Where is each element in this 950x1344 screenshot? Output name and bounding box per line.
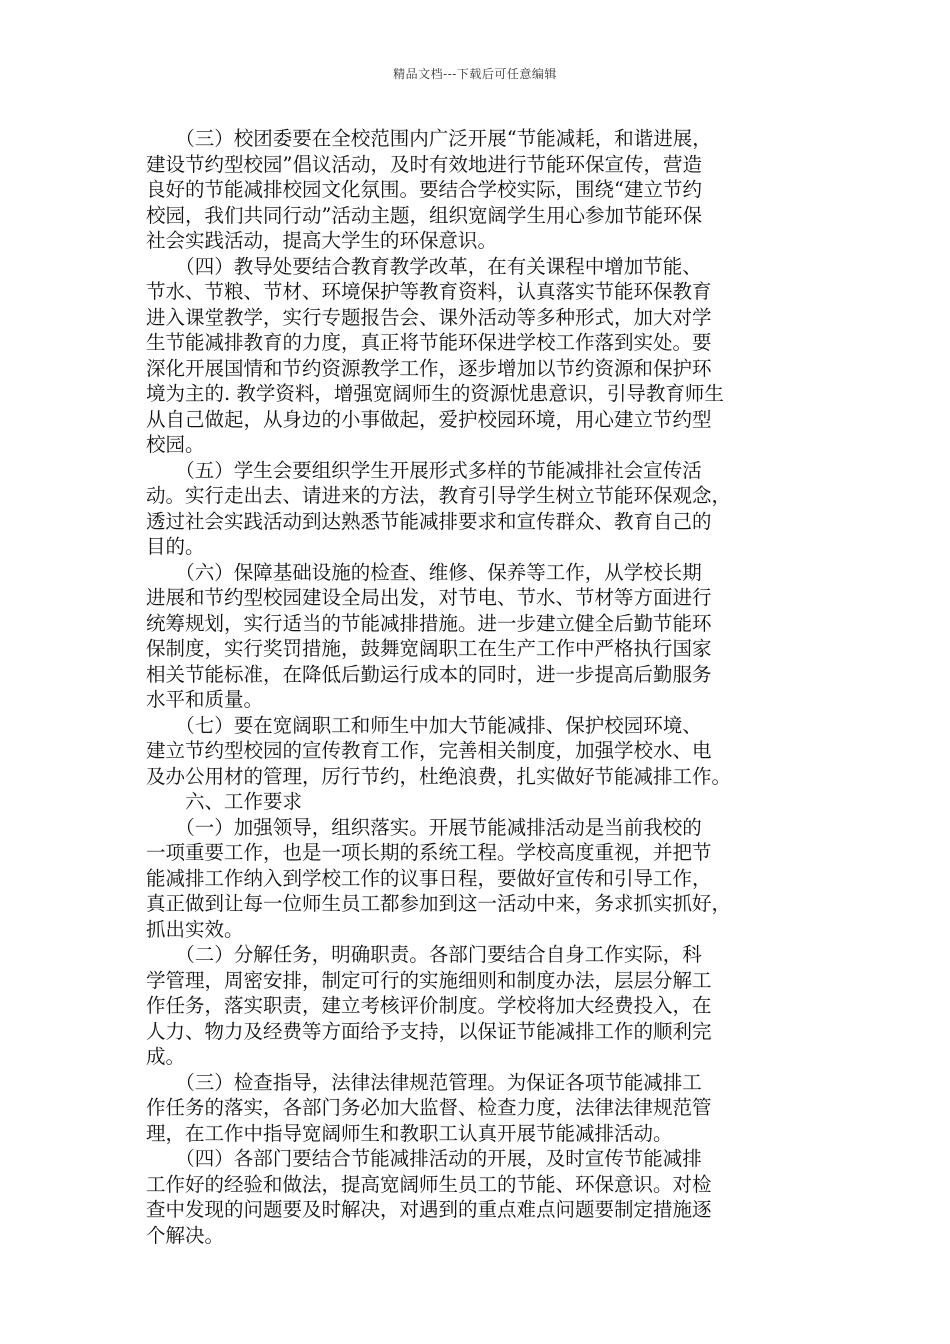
text-line: 深化开展国情和节约资源教学工作，逐步增加以节约资源和保护环 xyxy=(146,356,712,380)
text-line: （二）分解任务，明确职责。各部门要结合自身工作实际，科 xyxy=(146,943,702,966)
text-line: 进展和节约型校园建设全局出发，对节电、节水、节材等方面进行 xyxy=(146,586,712,609)
text-line: 良好的节能减排校园文化氛围。要结合学校实际，围绕“建立节约 xyxy=(146,178,702,201)
text-line: （三）检查指导，法律法律规范管理。为保证各项节能减排工 xyxy=(146,1070,702,1094)
text-line: 社会实践活动，提高大学生的环保意识。 xyxy=(146,229,498,252)
text-line: 能减排工作纳入到学校工作的议事日程，要做好宣传和引导工作， xyxy=(146,866,712,890)
text-line: 从自己做起，从身边的小事做起，爱护校园环境，用心建立节约型 xyxy=(146,407,712,431)
text-line: （六）保障基础设施的检查、维修、保养等工作，从学校长期 xyxy=(146,560,702,584)
text-line: 作任务，落实职责，建立考核评价制度。学校将加大经费投入，在 xyxy=(146,994,712,1017)
text-line: 人力、物力及经费等方面给予支持，以保证节能减排工作的顺利完 xyxy=(146,1019,712,1043)
text-line: （三）校团委要在全校范围内广泛开展“节能减耗，和谐进展， xyxy=(146,127,712,150)
text-line: （四）教导处要结合教育教学改革，在有关课程中增加节能、 xyxy=(146,254,702,278)
text-line: 目的。 xyxy=(146,535,205,558)
text-line: （七）要在宽阔职工和师生中加大节能减排、保护校园环境、 xyxy=(146,713,702,737)
document-body xyxy=(146,126,809,1248)
text-line: 作任务的落实，各部门务必加大监督、检查力度，法律法律规范管 xyxy=(146,1096,712,1119)
text-line: 透过社会实践活动到达熟悉节能减排要求和宣传群众、教育自己的 xyxy=(146,509,712,533)
page-header: 精品文档---下载后可任意编辑 xyxy=(393,67,557,81)
text-line: 保制度，实行奖罚措施，鼓舞宽阔职工在生产工作中严格执行国家 xyxy=(146,637,712,660)
text-line: 学管理，周密安排，制定可行的实施细则和制度办法，层层分解工 xyxy=(146,968,712,992)
text-line: 动。实行走出去、请进来的方法，教育引导学生树立节能环保观念， xyxy=(146,484,732,507)
text-line: 统筹规划，实行适当的节能减排措施。进一步建立健全后勤节能环 xyxy=(146,611,712,635)
text-line: 建设节约型校园”倡议活动，及时有效地进行节能环保宣传，营造 xyxy=(146,152,702,176)
text-line: 真正做到让每一位师生员工都参加到这一活动中来，务求抓实抓好， xyxy=(146,892,732,915)
text-line: 工作好的经验和做法，提高宽阔师生员工的节能、环保意识。对检 xyxy=(146,1172,712,1196)
text-line: 校园，我们共同行动”活动主题，组织宽阔学生用心参加节能环保 xyxy=(146,203,702,227)
text-line: 水平和质量。 xyxy=(146,688,264,711)
text-line: 进入课堂教学，实行专题报告会、课外活动等多种形式，加大对学 xyxy=(146,305,712,329)
text-line: 抓出实效。 xyxy=(146,917,244,941)
text-line: 相关节能标准，在降低后勤运行成本的同时，进一步提高后勤服务 xyxy=(146,662,712,686)
text-line: 节水、节粮、节材、环境保护等教育资料，认真落实节能环保教育 xyxy=(146,280,712,303)
text-line: 理，在工作中指导宽阔师生和教职工认真开展节能减排活动。 xyxy=(146,1121,673,1145)
text-line: 六、工作要求 xyxy=(146,790,303,813)
text-line: 一项重要工作，也是一项长期的系统工程。学校高度重视，并把节 xyxy=(146,841,712,864)
text-line: 及办公用材的管理，厉行节约，杜绝浪费，扎实做好节能减排工作。 xyxy=(146,764,732,788)
text-line: 校园。 xyxy=(146,433,205,456)
text-line: （一）加强领导，组织落实。开展节能减排活动是当前我校的 xyxy=(146,815,702,839)
text-line: 建立节约型校园的宣传教育工作，完善相关制度，加强学校水、电 xyxy=(146,739,712,762)
text-line: 成。 xyxy=(146,1045,186,1068)
text-line: 境为主的. 教学资料，增强宽阔师生的资源忧患意识，引导教育师生 xyxy=(146,382,724,405)
text-line: 个解决。 xyxy=(146,1223,225,1247)
text-line: 查中发现的问题要及时解决，对遇到的重点难点问题要制定措施逐 xyxy=(146,1198,712,1221)
text-line: （五）学生会要组织学生开展形式多样的节能减排社会宣传活 xyxy=(146,458,702,482)
text-line: （四）各部门要结合节能减排活动的开展，及时宣传节能减排 xyxy=(146,1147,702,1170)
text-line: 生节能减排教育的力度，真正将节能环保进学校工作落到实处。要 xyxy=(146,331,712,354)
